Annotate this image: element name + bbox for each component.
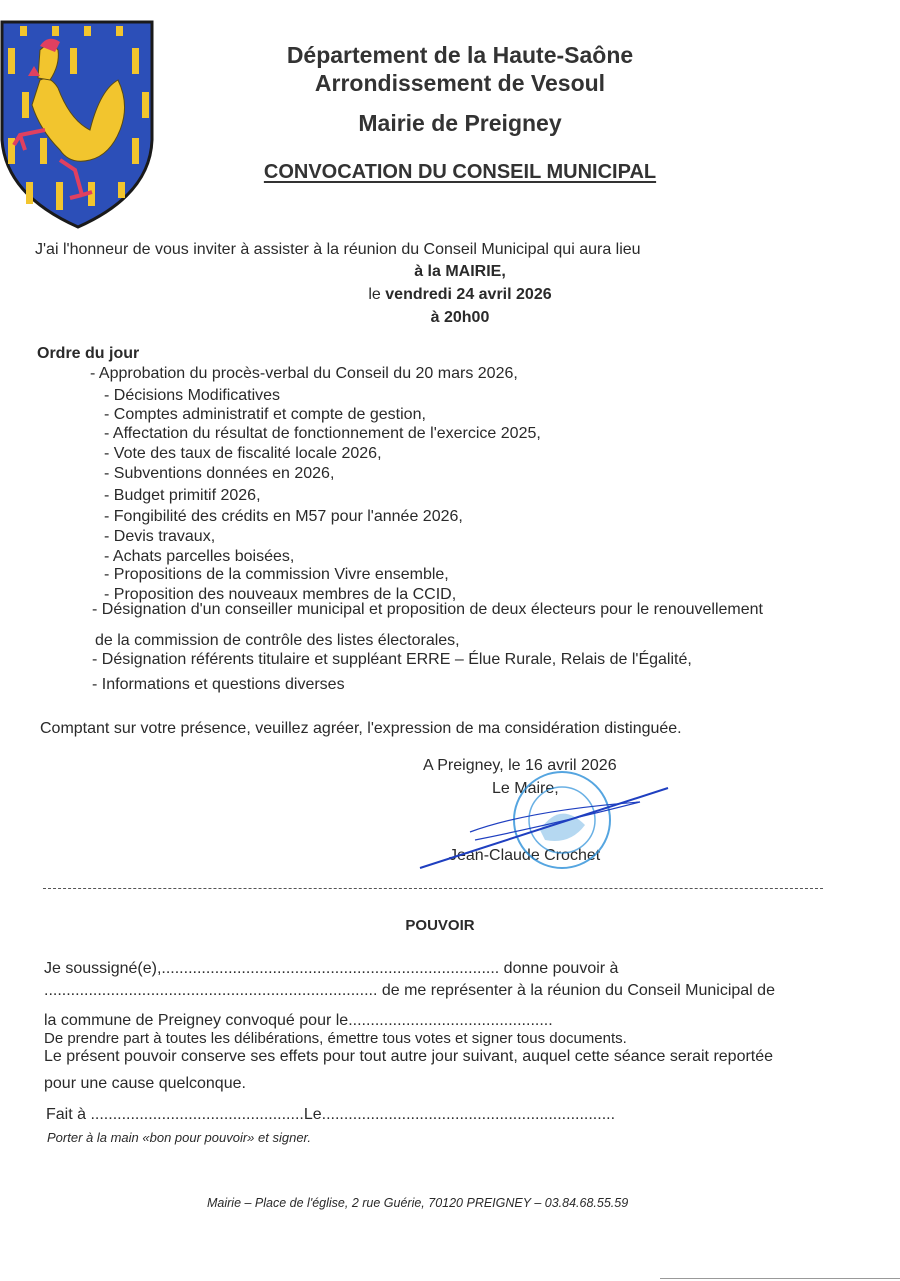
closing-text: Comptant sur votre présence, veuillez agréer, l'expression de ma considération distinguée. [40,720,682,737]
coat-of-arms-logo [0,20,156,230]
agenda-item: - Subventions données en 2026, [104,465,335,482]
pouvoir-line: la commune de Preigney convoqué pour le.............................................. [44,1012,553,1029]
mayor-name: Jean-Claude Crochet [449,847,601,864]
department-heading: Département de la Haute-Saône [286,42,634,68]
agenda-item: - Proposition des nouveaux membres de la CCID, [104,586,457,603]
agenda-item: - Décisions Modificatives [104,387,281,404]
signature-place-date: A Preigney, le 16 avril 2026 [423,757,617,774]
pouvoir-line: pour une cause quelconque. [44,1075,246,1092]
meeting-time: à 20h00 [430,309,490,326]
agenda-heading: Ordre du jour [37,345,140,362]
pouvoir-line: De prendre part à toutes les délibérations, émettre tous votes et signer tous documents. [44,1030,627,1047]
arrondissement-heading: Arrondissement de Vesoul [314,70,606,96]
agenda-item: - Budget primitif 2026, [104,487,261,504]
meeting-place: à la MAIRIE, [414,263,506,280]
agenda-item: - Approbation du procès-verbal du Conseil du 20 mars 2026, [90,365,518,382]
pouvoir-line: Je soussigné(e),............................................................................ donne pouvoir à [44,960,619,977]
pouvoir-title: POUVOIR [405,917,475,934]
mairie-heading: Mairie de Preigney [358,110,562,136]
agenda-item: - Comptes administratif et compte de gestion, [104,406,426,423]
date-prefix: le [368,286,381,303]
signature-role: Le Maire, [492,780,559,797]
agenda-item: - Affectation du résultat de fonctionnement de l'exercice 2025, [104,425,541,442]
agenda-item: de la commission de contrôle des listes électorales, [95,632,460,649]
official-stamp-and-signature [410,770,680,880]
invitation-intro: J'ai l'honneur de vous inviter à assister à la réunion du Conseil Municipal qui aura lieu [35,241,641,258]
document-title: CONVOCATION DU CONSEIL MUNICIPAL [263,161,657,183]
pouvoir-instruction: Porter à la main «bon pour pouvoir» et signer. [47,1130,312,1145]
fait-a-line: Fait à ................................................Le.................................................................. [46,1106,616,1123]
footer-address: Mairie – Place de l'église, 2 rue Guérie, 70120 PREIGNEY – 03.84.68.55.59 [207,1196,629,1210]
agenda-item: - Informations et questions diverses [92,676,345,693]
agenda-item: - Vote des taux de fiscalité locale 2026, [104,445,382,462]
agenda-item: - Fongibilité des crédits en M57 pour l'année 2026, [104,508,463,525]
agenda-item: - Désignation référents titulaire et suppléant ERRE – Élue Rurale, Relais de l'Égalité, [92,651,692,668]
agenda-item: - Achats parcelles boisées, [104,548,295,565]
pouvoir-line: Le présent pouvoir conserve ses effets pour tout autre jour suivant, auquel cette séance serait reportée [44,1048,774,1065]
agenda-item: - Propositions de la commission Vivre ensemble, [104,566,449,583]
meeting-date: vendredi 24 avril 2026 [385,286,552,303]
pouvoir-line: ........................................................................... de me représenter à la réunion du Conseil Municipal de [44,982,775,999]
agenda-item: - Devis travaux, [104,528,216,545]
scan-edge-line [660,1278,900,1279]
cut-line-divider [43,888,823,889]
agenda-item: - Désignation d'un conseiller municipal et proposition de deux électeurs pour le renouvellement [92,601,763,618]
